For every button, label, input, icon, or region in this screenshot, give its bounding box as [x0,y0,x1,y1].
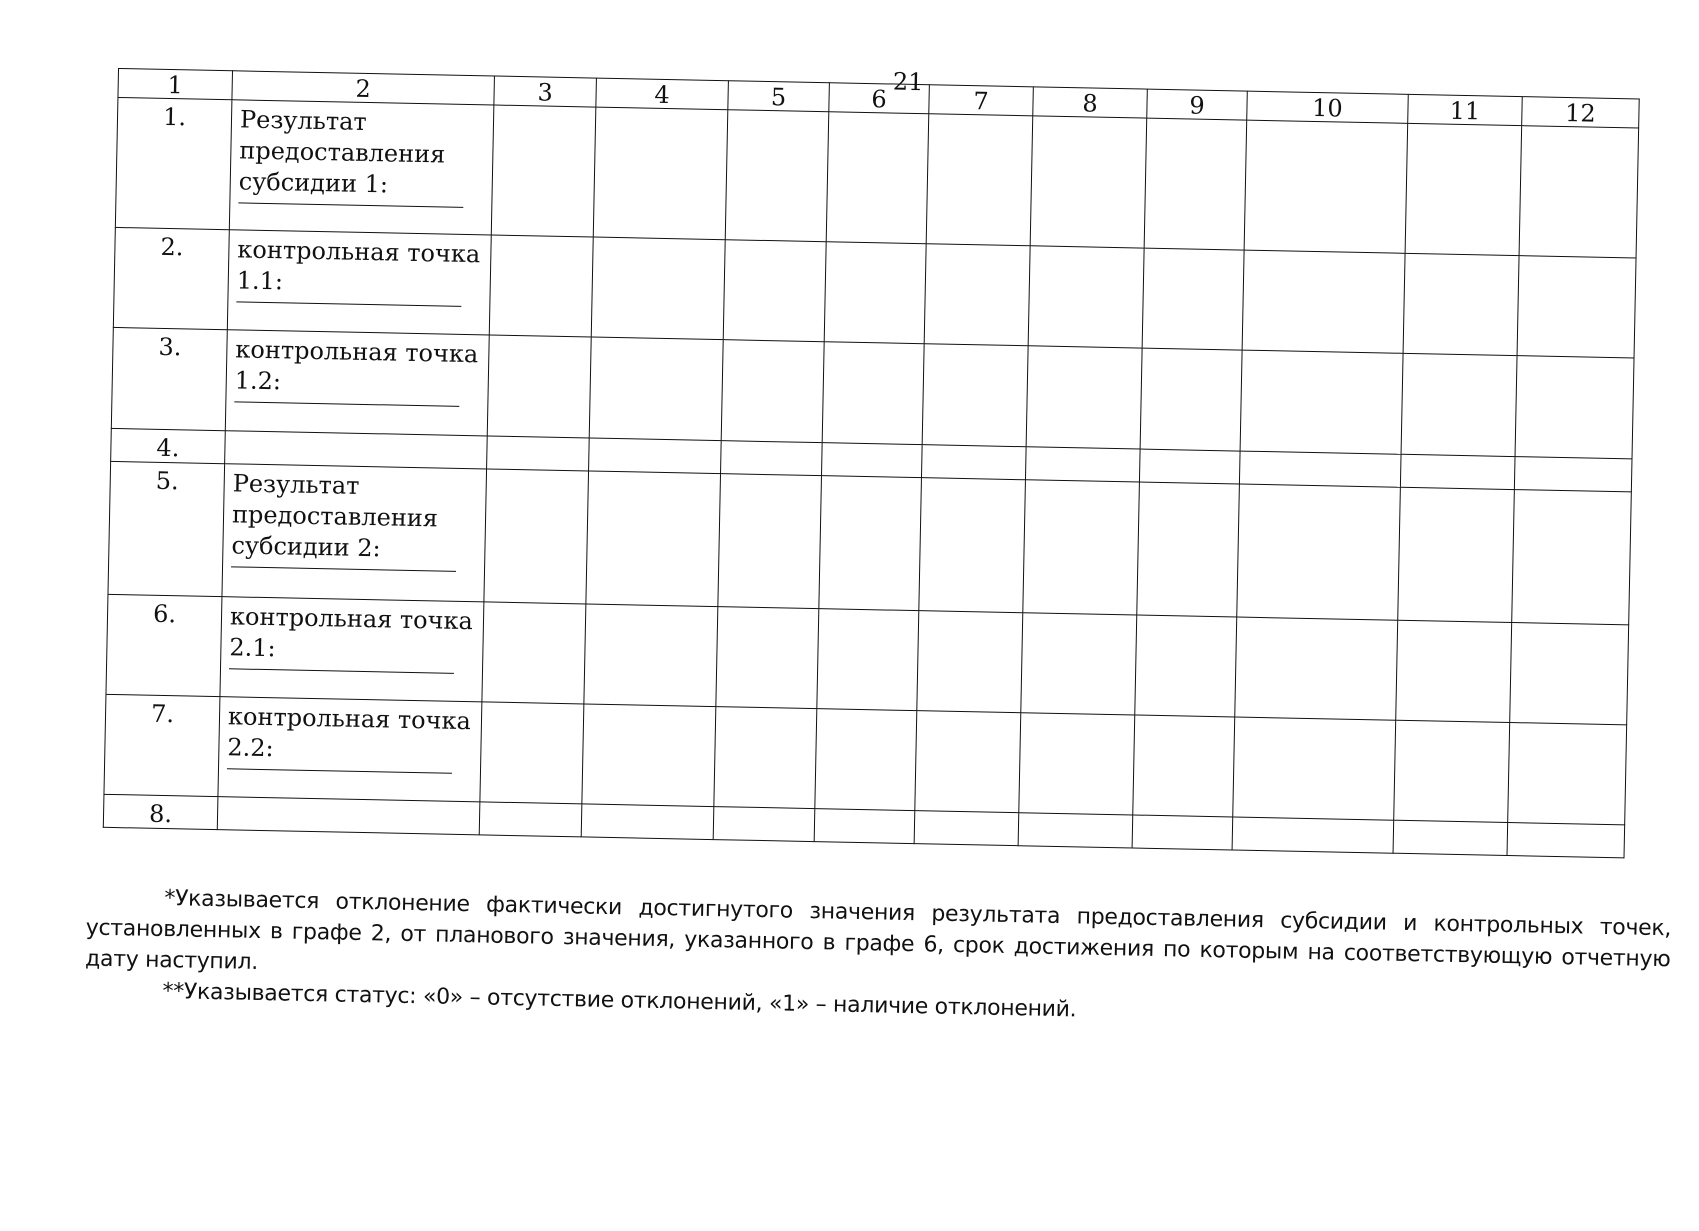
fill-in-line [227,767,452,774]
empty-cell [1030,116,1147,248]
empty-cell [1135,615,1237,717]
empty-cell [1144,118,1247,250]
row-label-cell [225,431,488,469]
empty-cell [581,804,714,840]
empty-cell [1394,720,1510,822]
row-label: контрольная точка 2.1: [229,602,474,663]
empty-cell [1018,813,1133,848]
row-label: Результат предоставления субсидии 2: [231,469,439,563]
footnote-2: **Указывается статус: «0» – отсутствие отклонений, «1» – наличие отклонений. [162,979,1077,1023]
empty-cell [716,607,819,709]
fill-in-line [236,300,461,307]
empty-cell [1142,248,1244,350]
empty-cell [1396,620,1512,722]
empty-cell [1026,346,1142,449]
empty-cell [822,342,924,445]
empty-cell [915,711,1021,813]
empty-cell [1232,817,1394,853]
empty-cell [1019,713,1135,815]
empty-cell [1514,457,1632,492]
row-number: 8. [103,794,218,829]
row-label-cell [218,697,482,802]
empty-cell [924,244,1030,346]
empty-cell [914,811,1019,846]
empty-cell [593,107,728,240]
empty-cell [1028,246,1144,348]
empty-cell [584,604,718,707]
empty-cell [821,443,922,478]
empty-cell [480,702,584,804]
row-label-cell [227,230,491,335]
empty-cell [1133,715,1235,817]
row-label-cell [229,100,494,235]
column-header: 8 [1033,87,1148,118]
empty-cell [1140,348,1242,451]
empty-cell [922,344,1028,447]
column-header: 5 [728,81,830,112]
empty-cell [484,469,589,604]
empty-cell [1517,256,1636,358]
row-number: 7. [104,694,220,796]
empty-cell [589,438,722,474]
empty-cell [479,802,582,837]
empty-cell [1510,623,1629,725]
row-label-cell [220,597,484,702]
empty-cell [1025,447,1140,482]
column-header: 9 [1147,89,1248,120]
fill-in-line [238,201,463,208]
empty-cell [1508,723,1627,825]
empty-cell [1242,250,1405,353]
row-label: контрольная точка 1.1: [236,235,481,296]
row-number: 2. [113,227,229,329]
empty-cell [1240,350,1403,454]
row-number: 4. [111,428,226,463]
row-label: Результат предоставления субсидии 1: [238,105,446,199]
empty-cell [1403,253,1519,355]
empty-cell [1398,487,1515,622]
empty-cell [1393,820,1508,855]
empty-cell [714,707,817,809]
empty-cell [826,112,929,244]
empty-cell [815,709,917,811]
empty-cell [1235,617,1398,720]
column-header: 12 [1522,97,1640,128]
empty-cell [917,611,1023,713]
empty-cell [1233,717,1396,820]
column-header: 6 [829,83,930,114]
empty-cell [824,242,926,344]
fill-in-line [234,400,459,407]
empty-cell [1137,482,1240,617]
empty-cell [1400,454,1515,489]
empty-cell [1021,613,1137,715]
empty-cell [591,237,725,340]
row-number: 5. [108,461,225,596]
empty-cell [713,807,815,842]
empty-cell [1139,449,1240,484]
footnote-1: *Указывается отклонение фактически достигнутого значения результата предоставления субсидии и контрольных точек, установленных в графе 2, от планового значения, указанного в графе 6, срок достижения по которым на соответствующую отчетную дату наступил. [84,886,1672,975]
row-number: 6. [106,594,222,696]
row-number: 3. [111,327,227,430]
empty-cell [721,340,824,443]
empty-cell [1515,356,1634,459]
row-label-cell [217,797,480,835]
empty-cell [487,335,591,438]
empty-cell [921,445,1026,480]
empty-cell [1405,123,1522,255]
empty-cell [1519,126,1639,258]
empty-cell [919,478,1026,613]
empty-cell [482,602,586,704]
empty-cell [723,240,826,342]
empty-cell [814,809,915,844]
empty-cell [1512,490,1632,625]
row-label: контрольная точка 2.2: [227,702,472,763]
empty-cell [718,474,822,609]
column-header: 1 [118,68,233,99]
empty-cell [1237,484,1401,620]
empty-cell [1132,815,1233,850]
empty-cell [721,441,823,476]
empty-cell [1507,823,1625,858]
empty-cell [819,476,922,611]
report-table [103,68,1640,858]
page-number: 21 [892,67,924,97]
row-number: 1. [115,97,232,229]
empty-cell [589,337,723,441]
empty-cell [586,471,721,607]
row-label-cell [222,464,487,602]
column-header: 3 [494,76,597,107]
empty-cell [1023,480,1140,615]
empty-cell [817,609,919,711]
empty-cell [926,114,1033,246]
empty-cell [1401,353,1517,456]
row-label: контрольная точка 1.2: [234,335,479,396]
column-header: 7 [929,85,1034,116]
row-label-cell [225,330,489,436]
column-header: 2 [232,71,495,105]
empty-cell [487,436,590,471]
empty-cell [1239,451,1401,487]
fill-in-line [229,667,454,674]
column-header: 4 [596,78,729,110]
empty-cell [1244,120,1408,253]
empty-cell [725,110,829,242]
empty-cell [491,105,596,237]
footnotes [84,881,1671,1037]
column-header: 11 [1408,94,1523,125]
empty-cell [582,704,716,807]
empty-cell [489,235,593,337]
fill-in-line [231,565,456,572]
column-header: 10 [1247,91,1409,123]
